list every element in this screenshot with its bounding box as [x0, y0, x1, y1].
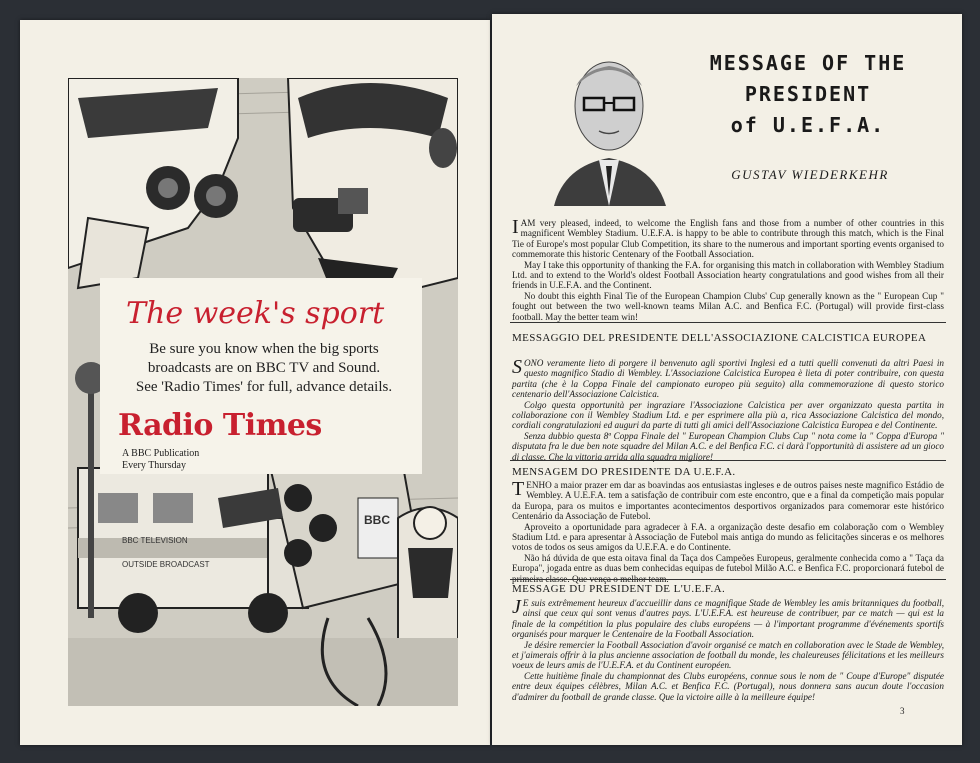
italian-message — [512, 358, 944, 462]
camera-logo: BBC — [364, 513, 390, 527]
portuguese-title: MENSAGEM DO PRESIDENTE DA U.E.F.A. — [512, 466, 736, 478]
title-line: of U.E.F.A. — [730, 113, 886, 137]
paragraph: AM very pleased, indeed, to welcome the English fans and those from a number of other countries in this magnificent Wembley Stadium. U.E.F.A. is happy to be able to contribute through this match, which is the Final Tie of Europe's most popular Club Competition, its share to the numerous and important sporting events organised to commemorate this historic Centenary of the Football Association. — [512, 218, 944, 260]
ad-body — [114, 340, 414, 397]
left-page — [20, 20, 490, 745]
french-message — [512, 598, 944, 702]
page-number: 3 — [900, 706, 905, 716]
ad-headline: The week's sport — [126, 296, 385, 331]
title-line: MESSAGE OF THE — [709, 51, 907, 75]
italian-title: MESSAGGIO DEL PRESIDENTE DELL'ASSOCIAZIONE CALCISTICA EUROPEA — [512, 332, 927, 344]
paragraph: Senza dubbio questa 8ª Coppa Finale del " European Champion Clubs Cup " nota come la " Coppa d'Europa " disputata fra le due ben note squadre del Milan A.C. e del Benfica F.C. ci darà l'opportunità di assistere ad un gioco di classe. Che la vittoria arrida alla squadra migliore! — [512, 430, 944, 462]
divider — [510, 579, 946, 580]
ad-body-line: See 'Radio Times' for full, advance details. — [135, 379, 393, 395]
paragraph: Cette huitième finale du championnat des Clubs européens, connue sous le nom de " Coupe d'Europe" disputée entre deux équipes célèbres, Milan A.C. et Benfica F.C. (Portugal), nous donnera sans aucun doute l'occasion d'admirer du football de grande classe. Que la victoire aille à la meilleure équipe! — [512, 670, 944, 702]
paragraph: May I take this opportunity of thanking the F.A. for organising this match in collaboration with Wembley Stadium Ltd. and to extend to the World's oldest Football Association hearty congratulations and good wishes from all their friends in U.E.F.A. and the Continent. — [512, 259, 944, 291]
radio-times-logo: Radio Times — [118, 408, 322, 443]
english-message — [512, 218, 944, 322]
dropcap: S — [512, 356, 522, 378]
president-portrait — [544, 46, 674, 206]
radio-times-advert — [100, 278, 422, 474]
van-label-top: BBC TELEVISION — [122, 536, 188, 545]
paragraph: No doubt this eighth Final Tie of the European Champion Clubs' Cup generally known as the " European Cup " fought out between the two well-known teams Milan A.C. and Benfica F.C. (Portugal) will provide first-class football. May the better team win! — [512, 290, 944, 322]
dropcap: J — [512, 596, 521, 618]
dropcap: I — [512, 216, 519, 238]
president-name: GUSTAV WIEDERKEHR — [731, 167, 889, 182]
ad-publisher-info — [122, 448, 199, 472]
right-page — [492, 14, 962, 745]
page-title — [688, 48, 928, 141]
paragraph: Aproveito a oportunidade para agradecer à F.A. a organização deste desafio em colaboração com o Wembley Stadium Ltd. e para apresentar à Associação de Futebol mais antiga do mundo as felicitações sinceras e os melhores votos de todos os seus amigos da U.E.F.A. e do Continente. — [512, 521, 944, 553]
ad-body-line: broadcasts are on BBC TV and Sound. — [147, 360, 381, 376]
ad-frequency: Every Thursday — [122, 460, 186, 471]
paragraph: E suis extrêmement heureux d'accueillir dans ce magnifique Stade de Wembley les amis britanniques du football, ainsi que ceux qui sont venus d'autres pays. L'U.E.F.A. est heureuse de contribuer, par ce match — qui est la finale de la compétition la plus populaire des clubs européens — à l'important programme d'événements sportifs organisés pour marquer le Centenaire de la Football Association. — [512, 598, 944, 640]
divider — [510, 460, 946, 461]
title-line: PRESIDENT — [744, 82, 872, 106]
french-title: MESSAGE DU PRESIDENT DE L'U.E.F.A. — [512, 583, 726, 595]
portuguese-message — [512, 480, 944, 584]
dropcap: T — [512, 478, 525, 500]
paragraph: ONO veramente lieto di porgere il benvenuto agli sportivi Inglesi ed a tutti quelli convenuti da altri Paesi in questo magnifico Stadio di Wembley. L'Associazione Calcistica Europea è lieta di poter contribuire, con questa partita (che è la Coppa Finale del campionato europeo più seguito) alla commemorazione di questo storico centenario dell'Associazione Calcistica. — [512, 358, 944, 400]
van-label-bottom: OUTSIDE BROADCAST — [122, 560, 210, 569]
ad-body-line: Be sure you know when the big sports — [149, 341, 379, 357]
paragraph: Não há dúvida de que esta oitava final da Taça dos Campeões Europeus, geralmente conhecida como a " Taça da Europa", jogada entre as duas bem conhecidas equipas de futebol Milão A.C. e Benfica F.C. proporcionará futebol de primeira classe. Que vença o melhor team. — [512, 552, 944, 584]
divider — [510, 322, 946, 323]
ad-publisher: A BBC Publication — [122, 448, 200, 459]
paragraph: Colgo questa opportunità per ingraziare l'Associazione Calcistica per aver organizzato questa partita in collaborazione con il Wembley Stadium Ltd. e per esprimere alla più a, rica Associazione Calcistica del mondo, cordiali congratulazioni ed auguri da parte di tutti gli amici dell'Associazione Calcistica Europea e del Continente. — [512, 399, 944, 431]
paragraph: Je désire remercier la Football Association d'avoir organisé ce match en collaboration avec le Stade de Wembley, et j'aimerais offrir à la plus ancienne association de football du monde, les chaleureuses félicitations et les meilleurs voeux de leurs amis de l'U.E.F.A. et du Continent européen. — [512, 639, 944, 671]
paragraph: ENHO a maior prazer em dar as boavindas aos entusiastas ingleses e de outros paises neste magnifico Estádio de Wembley. A U.E.F.A. tem a satisfação de contribuir com este encontro, que e a final da competição mais popular da Europa, para os muitos e importantes acontecimentos desportivos organizados para comemorar este histórico Centenário da Associação de Futebol. — [512, 480, 944, 522]
